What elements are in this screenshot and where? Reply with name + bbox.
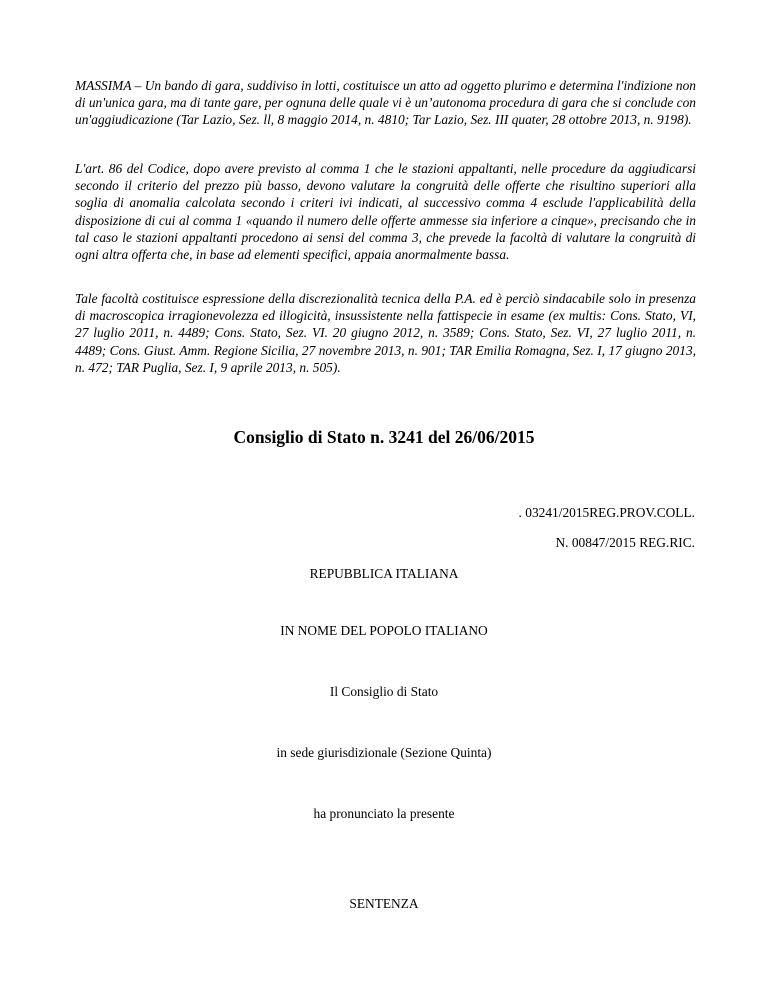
discretion-paragraph: Tale facoltà costituisce espressione della discrezionalità tecnica della P.A. ed è perciò sindacabile solo in presenza di macroscopica irragionevolezza ed illogicità, insussistente nella fattispecie in esame (ex multis: Cons. Stato, VI, 27 luglio 2011, n. 4489; Cons. Stato, Sez. VI. 20 giugno 2012, n. 3589; Cons. Stato, Sez. VI, 27 luglio 2011, n. 4489; Cons. Giust. Amm. Regione Sicilia, 27 novembre 2013, n. 901; TAR Emilia Romagna, Sez. I, 17 giugno 2013, n. 472; TAR Puglia, Sez. I, 9 aprile 2013, n. 505). <box>75 291 696 375</box>
pronounced-line: ha pronunciato la presente <box>313 806 455 821</box>
document-title: Consiglio di Stato n. 3241 del 26/06/2015 <box>233 427 535 447</box>
reg-ric-reference: N. 00847/2015 REG.RIC. <box>555 535 695 550</box>
sentence-heading: SENTENZA <box>349 896 419 911</box>
republic-heading: REPUBBLICA ITALIANA <box>309 566 459 581</box>
court-heading: Il Consiglio di Stato <box>329 684 439 699</box>
article-86-paragraph: L'art. 86 del Codice, dopo avere previsto al comma 1 che le stazioni appaltanti, nelle procedure da aggiudicarsi secondo il criterio del prezzo più basso, devono valutare la congruità delle offerte che risultino superiori alla soglia di anomalia calcolata secondo i criteri ivi indicati, al successivo comma 4 esclude l'applicabilità della disposizione di cui al comma 1 «quando il numero delle offerte ammesse sia inferiore a cinque», precisando che in tal caso le stazioni appaltanti procedono ai sensi del comma 3, che prevede la facoltà di valutare la congruità di ogni altra offerta che, in base ad elementi specifici, appaia anormalmente bassa. <box>75 161 696 263</box>
people-heading: IN NOME DEL POPOLO ITALIANO <box>280 623 488 638</box>
section-heading: in sede giurisdizionale (Sezione Quinta) <box>276 745 492 760</box>
massima-paragraph: MASSIMA – Un bando di gara, suddiviso in lotti, costituisce un atto ad oggetto plurimo e determina l'indizione non di un'unica gara, ma di tante gare, per ognuna delle quale vi è un’autonoma procedura di gara che si conclude con un'aggiudicazione (Tar Lazio, Sez. ll, 8 maggio 2014, n. 4810; Tar Lazio, Sez. III quater, 28 ottobre 2013, n. 9198). <box>75 78 696 128</box>
reg-prov-coll-reference: . 03241/2015REG.PROV.COLL. <box>518 505 695 520</box>
